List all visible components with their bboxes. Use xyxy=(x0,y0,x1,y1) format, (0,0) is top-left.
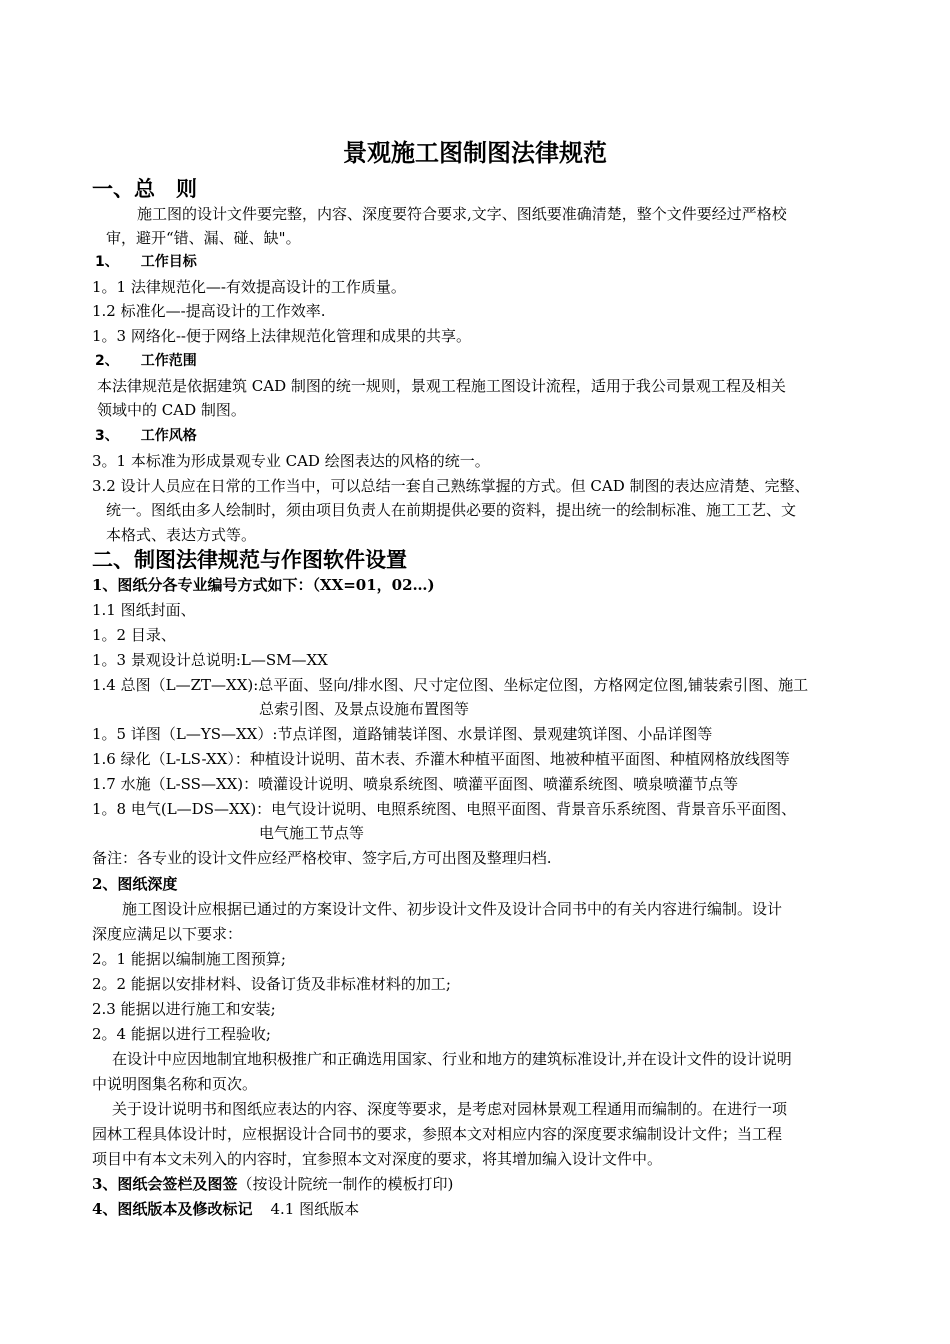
goal-title: 工作目标 xyxy=(140,254,197,270)
numbering-item-1-7: 1.7 水施（L-SS—XX)：喷灌设计说明、喷泉系统图、喷灌平面图、喷灌系统图、喷泉喷灌节点等 xyxy=(92,775,739,793)
style-item-2-line-1: 3.2 设计人员应在日常的工作当中，可以总结一套自己熟练掌握的方式。但 CAD 制图的表达应清楚、完整、 xyxy=(92,477,810,495)
section-2-heading: 二、制图法律规范与作图软件设置 xyxy=(92,547,407,572)
intro-line-2: 审，避开“错、漏、碰、缺"。 xyxy=(106,229,301,247)
numbering-title: 1、图纸分各专业编号方式如下：（XX=01，02…) xyxy=(92,576,435,594)
style-number: 3、 xyxy=(95,428,119,444)
numbering-item-1-8-line-2: 电气施工节点等 xyxy=(259,824,365,842)
numbering-item-1-6: 1.6 绿化（L-LS-XX）：种植设计说明、苗木表、乔灌木种植平面图、地被种植平面图、种植网格放线图等 xyxy=(92,750,790,768)
depth-line-1: 施工图设计应根据已通过的方案设计文件、初步设计文件及设计合同书中的有关内容进行编制。设计 xyxy=(122,900,783,918)
numbering-item-1-4-line-2: 总索引图、及景点设施布置图等 xyxy=(259,700,470,718)
goal-item-3: 1。3 网络化--便于网络上法律规范化管理和成果的共享。 xyxy=(92,327,471,345)
style-heading xyxy=(95,426,197,446)
version-subtitle: 4.1 图纸版本 xyxy=(270,1200,360,1218)
document-title: 景观施工图制图法律规范 xyxy=(343,138,607,167)
style-item-2-line-2: 统一。图纸由多人绘制时，须由项目负责人在前期提供必要的资料，提出统一的绘制标准、施工工艺、文 xyxy=(106,501,797,519)
numbering-item-1-3: 1。3 景观设计总说明:L—SM—XX xyxy=(92,651,328,669)
depth-item-2-4: 2。4 能据以进行工程验收; xyxy=(92,1025,271,1043)
numbering-item-1-2: 1。2 目录、 xyxy=(92,626,176,644)
goal-item-1: 1。1 法律规范化—-有效提高设计的工作质量。 xyxy=(92,278,406,296)
sign-note: （按设计院统一制作的模板打印) xyxy=(237,1175,454,1193)
paragraph-2-line-1: 关于设计说明书和图纸应表达的内容、深度等要求，是考虑对园林景观工程通用而编制的。在进行一项 xyxy=(112,1100,788,1118)
depth-title: 2、图纸深度 xyxy=(92,875,178,893)
depth-item-2-2: 2。2 能据以安排材料、设备订货及非标准材料的加工; xyxy=(92,975,451,993)
scope-line-1: 本法律规范是依据建筑 CAD 制图的统一规则，景观工程施工图设计流程，适用于我公司景观工程及相关 xyxy=(97,377,786,395)
version-title: 4、图纸版本及修改标记 xyxy=(92,1200,253,1218)
paragraph-1-line-1: 在设计中应因地制宜地积极推广和正确选用国家、行业和地方的建筑标准设计,并在设计文件的设计说明 xyxy=(112,1050,792,1068)
depth-item-2-1: 2。1 能据以编制施工图预算; xyxy=(92,950,286,968)
numbering-item-1-4-line-1: 1.4 总图（L—ZT—XX):总平面、竖向/排水图、尺寸定位图、坐标定位图，方格网定位图,铺装索引图、施工 xyxy=(92,676,809,694)
depth-item-2-3: 2.3 能据以进行施工和安装; xyxy=(92,1000,276,1018)
sign-title: 3、图纸会签栏及图签 xyxy=(92,1175,238,1193)
depth-line-2: 深度应满足以下要求： xyxy=(92,925,243,943)
numbering-item-1-1: 1.1 图纸封面、 xyxy=(92,601,196,619)
scope-number: 2、 xyxy=(95,353,119,369)
style-item-1: 3。1 本标准为形成景观专业 CAD 绘图表达的风格的统一。 xyxy=(92,452,490,470)
numbering-note: 备注：各专业的设计文件应经严格校审、签字后,方可出图及整理归档. xyxy=(92,849,552,867)
style-title: 工作风格 xyxy=(140,428,197,444)
sign-line xyxy=(92,1174,453,1194)
goal-heading xyxy=(95,252,197,272)
scope-heading xyxy=(95,351,197,371)
version-line xyxy=(92,1199,359,1219)
paragraph-1-line-2: 中说明图集名称和页次。 xyxy=(92,1075,258,1093)
goal-item-2: 1.2 标准化—-提高设计的工作效率. xyxy=(92,302,326,320)
section-1-heading: 一、总 则 xyxy=(92,176,197,201)
numbering-item-1-5: 1。5 详图（L—YS—XX）:节点详图，道路铺装详图、水景详图、景观建筑详图、小品详图等 xyxy=(92,725,713,743)
paragraph-2-line-2: 园林工程具体设计时，应根据设计合同书的要求，参照本文对相应内容的深度要求编制设计文件；当工程 xyxy=(92,1125,783,1143)
intro-line-1: 施工图的设计文件要完整，内容、深度要符合要求,文字、图纸要准确清楚，整个文件要经过严格校 xyxy=(137,205,787,223)
scope-line-2: 领域中的 CAD 制图。 xyxy=(97,401,246,419)
numbering-item-1-8-line-1: 1。8 电气(L—DS—XX)：电气设计说明、电照系统图、电照平面图、背景音乐系统图、背景音乐平面图、 xyxy=(92,800,797,818)
goal-number: 1、 xyxy=(95,254,119,270)
style-item-2-line-3: 本格式、表达方式等。 xyxy=(106,526,257,544)
paragraph-2-line-3: 项目中有本文未列入的内容时，宜参照本文对深度的要求，将其增加编入设计文件中。 xyxy=(92,1150,663,1168)
scope-title: 工作范围 xyxy=(140,353,197,369)
